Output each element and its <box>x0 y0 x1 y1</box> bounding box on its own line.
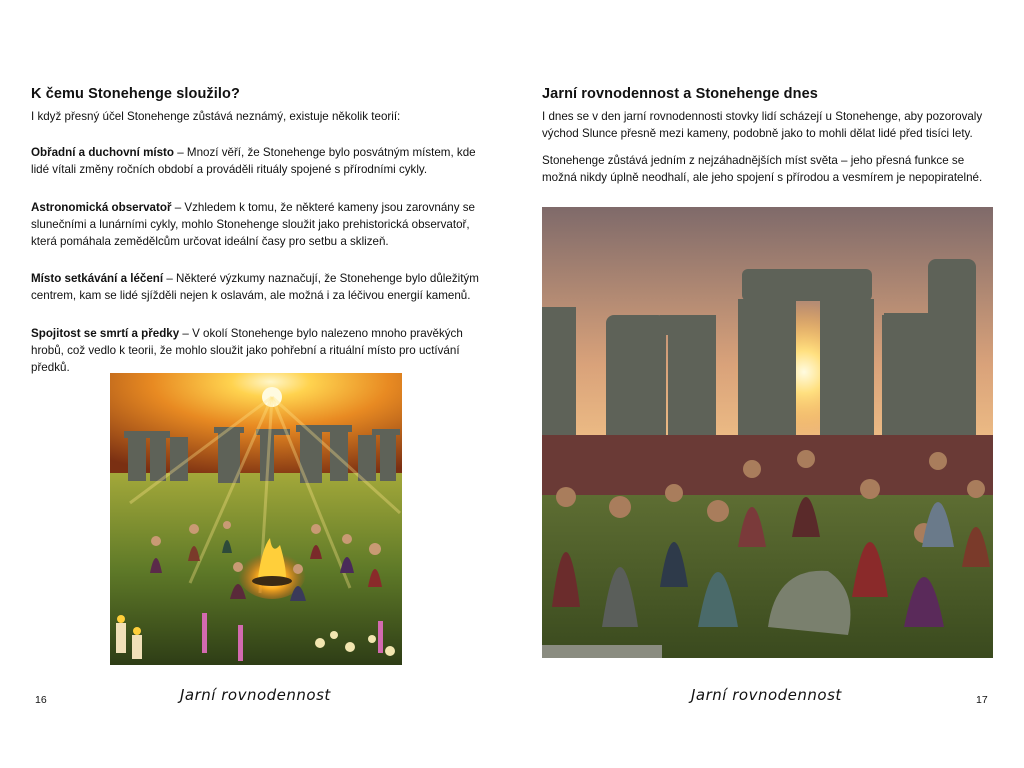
theory-term: Spojitost se smrtí a předky <box>31 327 180 340</box>
right-page-title: Jarní rovnodennost a Stonehenge dnes <box>542 86 818 102</box>
left-page-caption: Jarní rovnodennost <box>180 686 331 704</box>
left-page-intro: I když přesný účel Stonehenge zůstává neznámý, existuje několik teorií: <box>31 110 401 123</box>
theory-text: – V okolí Stonehenge bylo nalezeno mnoho pravěkých hrobů, což vedlo k teorii, že mohlo sloužit jako pohřební a rituální místo pro uctívání předků. <box>31 327 463 374</box>
left-page-number: 16 <box>35 694 47 706</box>
theory-term: Místo setkávání a léčení <box>31 272 164 285</box>
theory-healing <box>31 270 483 304</box>
right-page-caption: Jarní rovnodennost <box>691 686 842 704</box>
ritual-gathering-illustration <box>110 373 402 665</box>
right-page-number: 17 <box>976 694 988 706</box>
theory-text: – Mnozí věří, že Stonehenge bylo posvátným místem, kde lidé vítali změny ročních období a prováděli rituály spojené s přírodními cykly. <box>31 146 476 176</box>
right-page <box>512 0 1024 768</box>
theory-observatory <box>31 199 483 250</box>
theory-ancestors <box>31 325 486 376</box>
theory-text: – Některé výzkumy naznačují, že Stonehenge bylo důležitým centrem, kam se lidé sjížděli nejen k oslavám, ale možná i za léčivou energií kamenů. <box>31 272 479 302</box>
theory-term: Astronomická observatoř <box>31 201 172 214</box>
right-page-paragraph: Stonehenge zůstává jedním z nejzáhadnějších míst světa – jeho přesná funkce se možná nikdy úplně neodhalí, ale jeho spojení s přírodou a vesmírem je nepopiratelné. <box>542 154 983 184</box>
left-page-title: K čemu Stonehenge sloužilo? <box>31 86 240 102</box>
theory-ceremonial <box>31 144 483 178</box>
theory-term: Obřadní a duchovní místo <box>31 146 175 159</box>
theory-text: – Vzhledem k tomu, že některé kameny jsou zarovnány se slunečními a lunárními cykly, mohlo Stonehenge sloužit jako prehistorická observatoř, která pomáhala zemědělcům určovat ideální časy pro setbu a sklizeň. <box>31 201 475 248</box>
equinox-sunrise-illustration <box>542 207 993 658</box>
right-page-paragraph: I dnes se v den jarní rovnodennosti stovky lidí scházejí u Stonehenge, aby pozorovaly východ Slunce přesně mezi kameny, podobně jako to mohli dělat lidé před tisíci lety. <box>542 110 983 140</box>
